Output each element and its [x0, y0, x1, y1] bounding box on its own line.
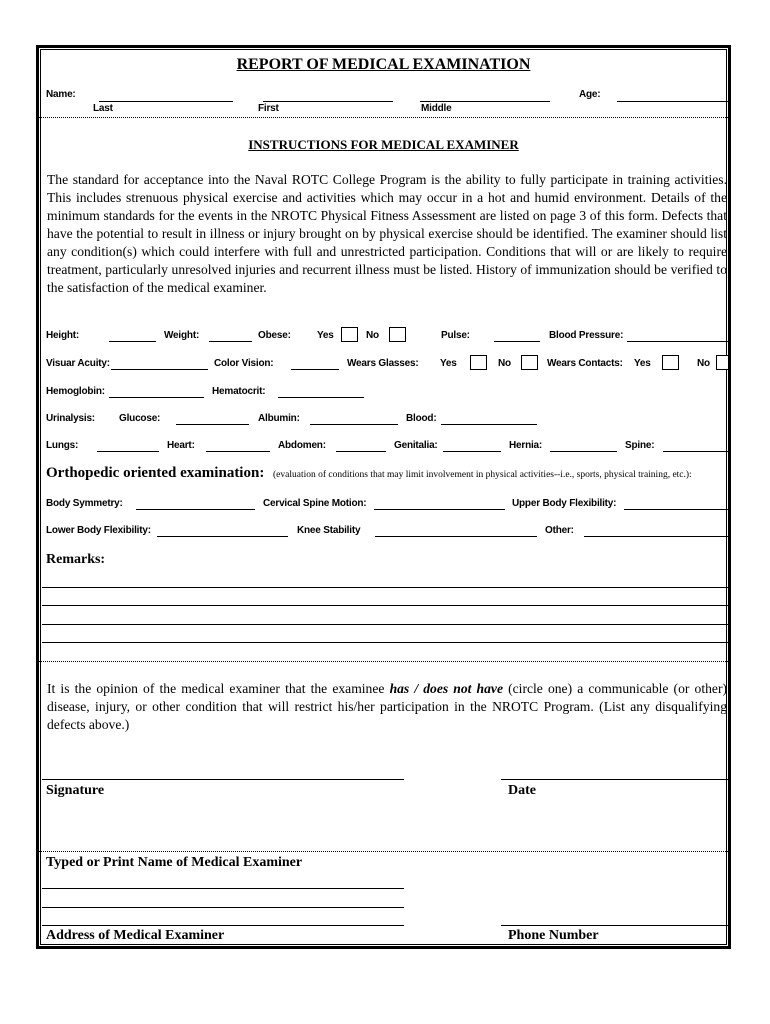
- obese-no-checkbox[interactable]: [389, 327, 406, 342]
- middle-caption: Middle: [421, 103, 452, 114]
- height-field[interactable]: [109, 341, 156, 342]
- remarks-line-1[interactable]: [42, 587, 728, 588]
- instructions-text: The standard for acceptance into the Naval ROTC College Program is the ability to fully participate in training activities. This includes strenuous physical exercise and activities which may occur in a hot and humid environment. Details of the minimum standards for the events in the NROTC Physical Fitness Assessment are listed on page 3 of this form. Defects that have the potential to result in illness or injury brought on by physical exercise should be identified. The examiner should list any condition(s) which could interfere with full and unrestricted participation. Conditions that will or are likely to require treatment, particularly unresolved injuries and recurrent illness must be listed. History of immunization should be verified to the satisfaction of the medical examiner.: [47, 172, 727, 295]
- spine-label: Spine:: [625, 440, 655, 451]
- address-label: Address of Medical Examiner: [46, 928, 225, 943]
- glasses-yes-label: Yes: [440, 358, 457, 369]
- wears-glasses-label: Wears Glasses:: [347, 358, 419, 369]
- cervical-spine-field[interactable]: [374, 509, 505, 510]
- genitalia-label: Genitalia:: [394, 440, 438, 451]
- albumin-label: Albumin:: [258, 413, 300, 424]
- height-label: Height:: [46, 330, 80, 341]
- weight-field[interactable]: [209, 341, 252, 342]
- address-line-3[interactable]: [42, 925, 404, 926]
- lungs-label: Lungs:: [46, 440, 79, 451]
- weight-label: Weight:: [164, 330, 200, 341]
- ortho-note: (evaluation of conditions that may limit involvement in physical activities--i.e., sports, physical training, etc.):: [273, 470, 692, 480]
- hematocrit-field[interactable]: [278, 397, 364, 398]
- color-vision-label: Color Vision:: [214, 358, 274, 369]
- date-field[interactable]: [501, 779, 728, 780]
- glasses-no-checkbox[interactable]: [521, 355, 538, 370]
- other-field[interactable]: [584, 536, 728, 537]
- last-caption: Last: [93, 103, 113, 114]
- lower-body-field[interactable]: [157, 536, 288, 537]
- name-first-field[interactable]: [263, 101, 393, 102]
- hernia-field[interactable]: [550, 451, 617, 452]
- abdomen-field[interactable]: [336, 451, 386, 452]
- hemoglobin-field[interactable]: [109, 397, 204, 398]
- opinion-pre: It is the opinion of the medical examiner that the examinee: [47, 681, 390, 696]
- heart-label: Heart:: [167, 440, 195, 451]
- opinion-circle-choice[interactable]: has / does not have: [389, 681, 503, 696]
- visual-acuity-field[interactable]: [111, 369, 208, 370]
- typed-name-label: Typed or Print Name of Medical Examiner: [46, 855, 303, 870]
- upper-body-label: Upper Body Flexibility:: [512, 498, 617, 509]
- cervical-spine-label: Cervical Spine Motion:: [263, 498, 367, 509]
- blood-pressure-field[interactable]: [627, 341, 728, 342]
- knee-stability-field[interactable]: [375, 536, 537, 537]
- glasses-yes-checkbox[interactable]: [470, 355, 487, 370]
- remarks-line-2[interactable]: [42, 605, 728, 606]
- first-caption: First: [258, 103, 279, 114]
- address-line-2[interactable]: [42, 907, 404, 908]
- address-line-1[interactable]: [42, 888, 404, 889]
- blood-field[interactable]: [441, 424, 537, 425]
- obese-no-label: No: [366, 330, 379, 341]
- albumin-field[interactable]: [310, 424, 398, 425]
- name-middle-field[interactable]: [420, 101, 550, 102]
- contacts-no-checkbox[interactable]: [716, 355, 728, 370]
- heart-field[interactable]: [206, 451, 270, 452]
- phone-field[interactable]: [501, 925, 728, 926]
- obese-yes-label: Yes: [317, 330, 334, 341]
- ortho-heading: Orthopedic oriented examination:: [46, 465, 265, 481]
- glasses-no-label: No: [498, 358, 511, 369]
- name-label: Name:: [46, 89, 76, 100]
- hemoglobin-label: Hemoglobin:: [46, 386, 105, 397]
- opinion-post: (circle one) a communicable (or other) disease, injury, or other condition that will restrict his/her participation in the NROTC Program. (List any disqualifying defects above.): [47, 681, 727, 732]
- urinalysis-label: Urinalysis:: [46, 413, 95, 424]
- contacts-yes-checkbox[interactable]: [662, 355, 679, 370]
- glucose-field[interactable]: [176, 424, 249, 425]
- spine-field[interactable]: [663, 451, 728, 452]
- instructions-heading: INSTRUCTIONS FOR MEDICAL EXAMINER: [248, 137, 519, 152]
- remarks-section-divider: [39, 661, 728, 662]
- color-vision-field[interactable]: [291, 369, 339, 370]
- lungs-field[interactable]: [97, 451, 159, 452]
- hematocrit-label: Hematocrit:: [212, 386, 266, 397]
- obese-label: Obese:: [258, 330, 291, 341]
- opinion-text: [47, 680, 727, 734]
- medical-exam-form: [36, 45, 731, 949]
- other-label: Other:: [545, 525, 574, 536]
- remarks-line-4[interactable]: [42, 642, 728, 643]
- name-section-divider: [39, 117, 728, 118]
- phone-label: Phone Number: [508, 928, 599, 943]
- date-label: Date: [508, 783, 536, 798]
- blood-label: Blood:: [406, 413, 437, 424]
- signature-label: Signature: [46, 783, 105, 798]
- glucose-label: Glucose:: [119, 413, 161, 424]
- abdomen-label: Abdomen:: [278, 440, 326, 451]
- age-field[interactable]: [617, 101, 728, 102]
- signature-field[interactable]: [42, 779, 404, 780]
- contacts-yes-label: Yes: [634, 358, 651, 369]
- blood-pressure-label: Blood Pressure:: [549, 330, 624, 341]
- wears-contacts-label: Wears Contacts:: [547, 358, 623, 369]
- pulse-field[interactable]: [494, 341, 540, 342]
- body-symmetry-field[interactable]: [136, 509, 255, 510]
- upper-body-field[interactable]: [624, 509, 728, 510]
- lower-body-label: Lower Body Flexibility:: [46, 525, 151, 536]
- obese-yes-checkbox[interactable]: [341, 327, 358, 342]
- remarks-line-3[interactable]: [42, 624, 728, 625]
- genitalia-field[interactable]: [443, 451, 501, 452]
- contacts-no-label: No: [697, 358, 710, 369]
- body-symmetry-label: Body Symmetry:: [46, 498, 123, 509]
- knee-stability-label: Knee Stability: [297, 525, 361, 536]
- signature-section-divider: [39, 851, 728, 852]
- page-title: REPORT OF MEDICAL EXAMINATION: [236, 56, 531, 73]
- remarks-label: Remarks:: [46, 552, 106, 567]
- age-label: Age:: [579, 89, 601, 100]
- pulse-label: Pulse:: [441, 330, 470, 341]
- visual-acuity-label: Visuar Acuity:: [46, 358, 110, 369]
- hernia-label: Hernia:: [509, 440, 543, 451]
- name-last-field[interactable]: [99, 101, 233, 102]
